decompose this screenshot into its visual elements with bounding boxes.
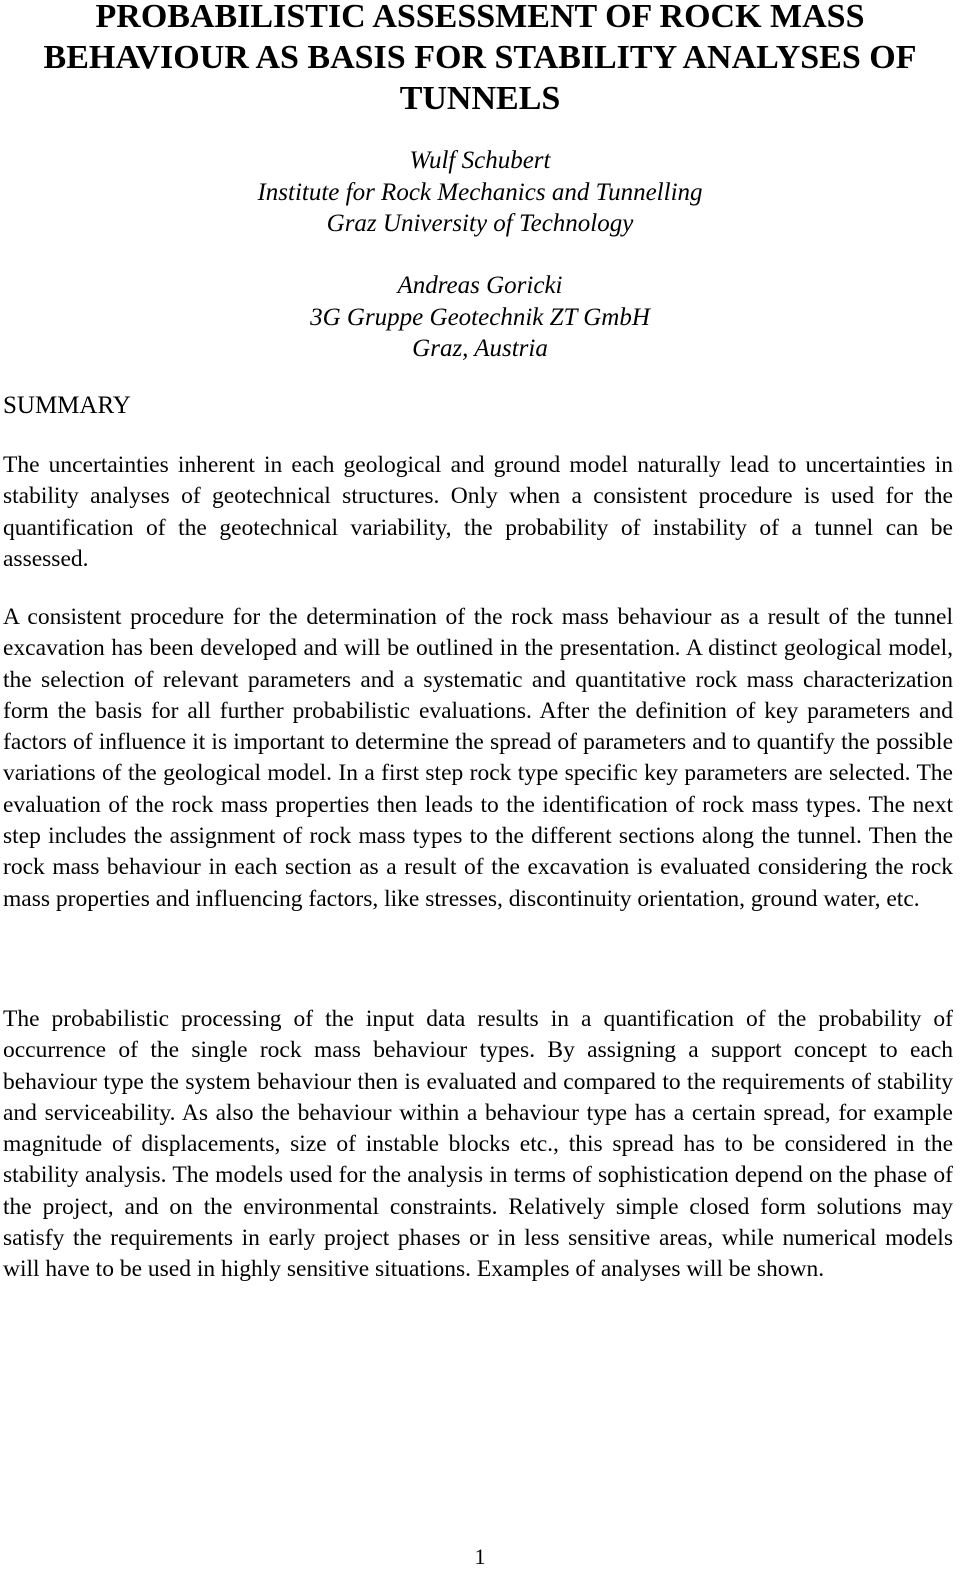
author-affiliation: Graz, Austria — [412, 335, 548, 362]
summary-paragraph-3: The probabilistic processing of the input data results in a quantification of the probability of occurrence of the single rock mass behaviour types. By assigning a support concept to each behaviour type the system behaviour then is evaluated and compared to the requirements of stability and serviceability. As also the behaviour within a behaviour type has a certain spread, for example magnitude of displacements, size of instable blocks etc., this spread has to be considered in the stability analysis. The models used for the analysis in terms of sophistication depend on the phase of the project, and on the environmental constraints. Relatively simple closed form solutions may satisfy the requirements in early project phases or in less sensitive areas, while numerical models will have to be used in highly sensitive situations. Examples of analyses will be shown. — [3, 1006, 953, 1283]
page-number: 1 — [474, 1544, 486, 1569]
summary-heading: SUMMARY — [3, 392, 131, 419]
paper-title — [0, 0, 960, 119]
author-block-2 — [0, 270, 960, 365]
author-name: Wulf Schubert — [409, 147, 551, 174]
author-affiliation: Graz University of Technology — [326, 210, 634, 237]
title-line-3: TUNNELS — [399, 80, 561, 117]
author-affiliation: Institute for Rock Mechanics and Tunnelling — [257, 178, 703, 206]
title-line-1: PROBABILISTIC ASSESSMENT OF ROCK MASS — [95, 0, 865, 35]
author-block-1 — [0, 145, 960, 240]
summary-paragraph-2: A consistent procedure for the determination of the rock mass behaviour as a result of the tunnel excavation has been developed and will be outlined in the presentation. A distinct geological model, the selection of relevant parameters and a systematic and quantitative rock mass characterization form the basis for all further probabilistic evaluations. After the definition of key parameters and factors of influence it is important to determine the spread of parameters and to quantify the possible variations of the geological model. In a first step rock type specific key parameters are selected. The evaluation of the rock mass properties then leads to the identification of rock mass types. The next step includes the assignment of rock mass types to the different sections along the tunnel. Then the rock mass behaviour in each section as a result of the excavation is evaluated considering the rock mass properties and influencing factors, like stresses, discontinuity orientation, ground water, etc. — [3, 604, 953, 912]
author-name: Andreas Goricki — [397, 272, 563, 299]
author-affiliation: 3G Gruppe Geotechnik ZT GmbH — [310, 303, 650, 331]
title-line-2: BEHAVIOUR AS BASIS FOR STABILITY ANALYSES OF — [43, 39, 917, 76]
summary-paragraph-1: The uncertainties inherent in each geological and ground model naturally lead to uncertainties in stability analyses of geotechnical structures. Only when a consistent procedure is used for the quantification of the geotechnical variability, the probability of instability of a tunnel can be assessed. — [3, 452, 953, 572]
